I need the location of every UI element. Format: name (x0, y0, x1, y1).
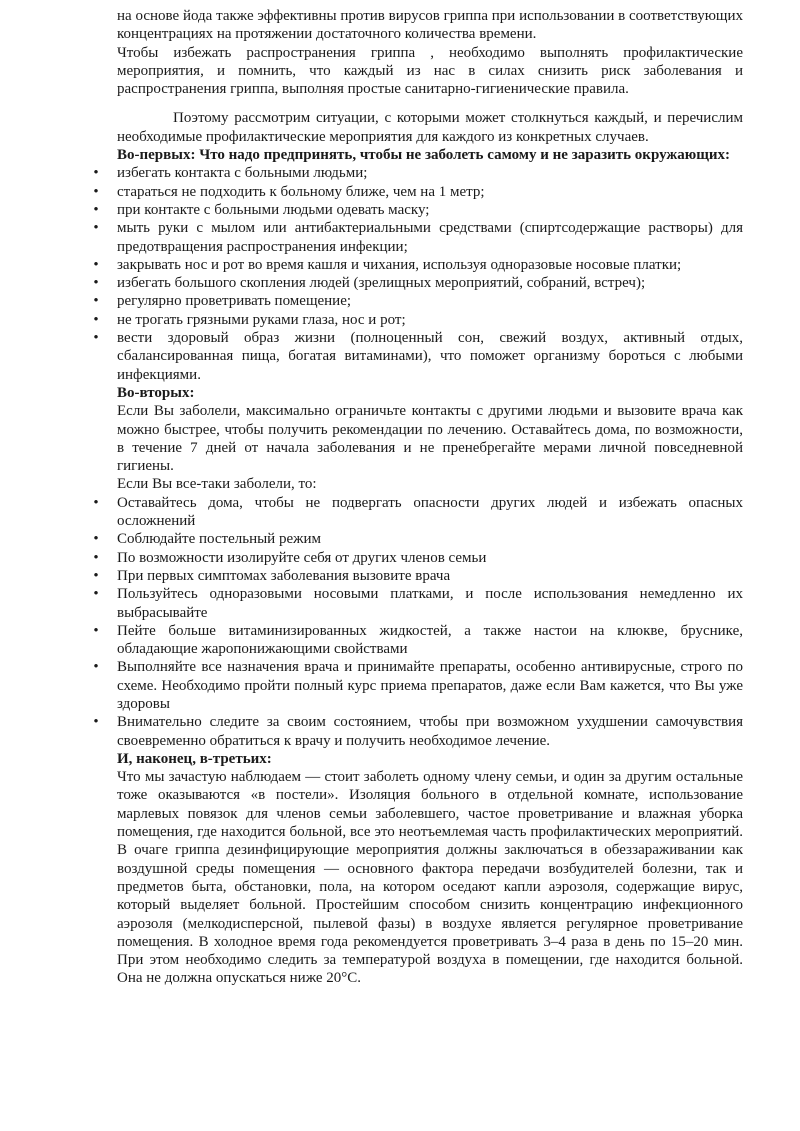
list-item (93, 494, 743, 531)
list-item-text: При первых симптомах заболевания вызовите врача (117, 567, 451, 584)
list-item (93, 329, 743, 384)
list-item-text: стараться не подходить к больному ближе, чем на 1 метр; (117, 183, 485, 200)
paragraph-if-sick: Если Вы заболели, максимально ограничьте контакты с другими людьми и вызовите врача как можно быстрее, чтобы получить рекомендации по лечению. Оставайтесь дома, по возможности, в течение 7 дней от начала заболевания и не пренебрегайте мерами личной повседневной гигиены. (117, 403, 743, 475)
list-item-text: Оставайтесь дома, чтобы не подвергать опасности других людей и избежать опасных осложнений (117, 494, 743, 530)
bullet-icon: • (93, 531, 99, 548)
bullet-icon: • (93, 275, 99, 292)
paragraph-family: Что мы зачастую наблюдаем — стоит заболеть одному члену семьи, и один за другим остальные тоже оказываются «в постели». Изоляция больного в отдельной комнате, использование марлевых повязок для членов семьи заболевшего, частое проветривание и влажная уборка помещения, где находится больной, все это неотъемлемая часть профилактических мероприятий. В очаге гриппа дезинфицирующие мероприятия должны заключаться в обеззараживании как воздушной среды помещения — основного фактора передачи возбудителей болезни, так и предметов быта, обстановки, пола, на котором оседают капли аэрозоля, содержащие вирус, который выделяет больной. Простейшим способом снизить концентрацию инфекционного аэрозоля (мелкодисперсной, пылевой фазы) в воздухе является регулярное проветривание помещения. В холодное время года рекомендуется проветривать 3–4 раза в день по 15–20 мин. При этом необходимо следить за температурой воздуха в помещении, где находится больной. Она не должна опускаться ниже 20°С. (117, 769, 743, 987)
list-item (93, 585, 743, 622)
list-item-text: По возможности изолируйте себя от других членов семьи (117, 549, 487, 566)
paragraph-situations: Поэтому рассмотрим ситуации, с которыми может столкнуться каждый, и перечислим необходимые профилактические мероприятия для каждого из конкретных случаев. (117, 110, 743, 145)
list-item (93, 622, 743, 659)
paragraph-if-sick-intro: Если Вы все-таки заболели, то: (117, 476, 317, 493)
bullet-icon: • (93, 220, 99, 237)
list-item-text: Внимательно следите за своим состоянием, чтобы при возможном ухудшении самочувствия своевременно обратиться к врачу и получить необходимое лечение. (117, 714, 743, 749)
list-item (93, 549, 743, 567)
list-item (93, 164, 743, 182)
paragraph-prevention: Чтобы избежать распространения гриппа , необходимо выполнять профилактические мероприятия, и помнить, что каждый из нас в силах снизить риск заболевания и распространения гриппа, выполняя простые санитарно-гигиенические правила. (117, 44, 743, 98)
list-item (93, 311, 743, 329)
bullet-icon: • (93, 549, 99, 566)
list-item (93, 658, 743, 713)
bullet-icon: • (93, 293, 99, 310)
list-item (93, 201, 743, 219)
section-heading-second: Во-вторых: (117, 384, 195, 401)
list-item-text: регулярно проветривать помещение; (117, 293, 352, 310)
section-heading-first: Во-первых: Что надо предпринять, чтобы не заболеть самому и не заразить окружающих: (117, 147, 731, 164)
bullet-icon: • (93, 622, 99, 639)
list-item-text: Пользуйтесь одноразовыми носовыми платками, и после использования немедленно их выбрасывайте (117, 586, 743, 621)
bullet-icon: • (93, 494, 99, 511)
list-item-text: при контакте с больными людьми одевать маску; (117, 201, 430, 218)
bullet-icon: • (93, 567, 99, 584)
list-item-text: не трогать грязными руками глаза, нос и рот; (117, 311, 406, 328)
list-item (93, 292, 743, 310)
list-item (93, 567, 743, 585)
list-item-text: избегать контакта с больными людьми; (117, 165, 368, 182)
list-item (93, 274, 743, 292)
prevention-list (93, 164, 743, 384)
list-item (93, 530, 743, 548)
bullet-icon: • (93, 183, 99, 200)
sick-care-list (93, 494, 743, 750)
list-item (93, 219, 743, 256)
list-item-text: Выполняйте все назначения врача и принимайте препараты, особенно антивирусные, строго по схеме. Необходимо пройти полный курс приема препаратов, даже если Вам кажется, что Вы уже здоровы (117, 659, 743, 712)
list-item (93, 713, 743, 750)
list-item-text: избегать большого скопления людей (зрелищных мероприятий, собраний, встреч); (117, 275, 646, 292)
section-heading-third: И, наконец, в-третьих: (117, 750, 272, 767)
text-column (93, 7, 743, 988)
list-item (93, 183, 743, 201)
bullet-icon: • (93, 714, 99, 731)
bullet-icon: • (93, 311, 99, 328)
bullet-icon: • (93, 201, 99, 218)
paragraph-iodine: на основе йода также эффективны против вирусов гриппа при использовании в соответствующих концентрациях на протяжении достаточного количества времени. (117, 8, 743, 43)
list-item (93, 256, 743, 274)
list-item-text: Пейте больше витаминизированных жидкостей, а также настои на клюкве, бруснике, обладающие жаропонижающими свойствами (117, 622, 743, 658)
list-item-text: вести здоровый образ жизни (полноценный сон, свежий воздух, активный отдых, сбалансированная пища, богатая витаминами), что поможет организму бороться с любыми инфекциями. (117, 330, 743, 383)
list-item-text: закрывать нос и рот во время кашля и чихания, используя одноразовые носовые платки; (117, 256, 682, 273)
bullet-icon: • (93, 659, 99, 676)
bullet-icon: • (93, 256, 99, 273)
bullet-icon: • (93, 586, 99, 603)
bullet-icon: • (93, 165, 99, 182)
bullet-icon: • (93, 330, 99, 347)
list-item-text: Соблюдайте постельный режим (117, 531, 321, 548)
list-item-text: мыть руки с мылом или антибактериальными средствами (спиртсодержащие растворы) для предотвращения распространения инфекции; (117, 220, 743, 255)
